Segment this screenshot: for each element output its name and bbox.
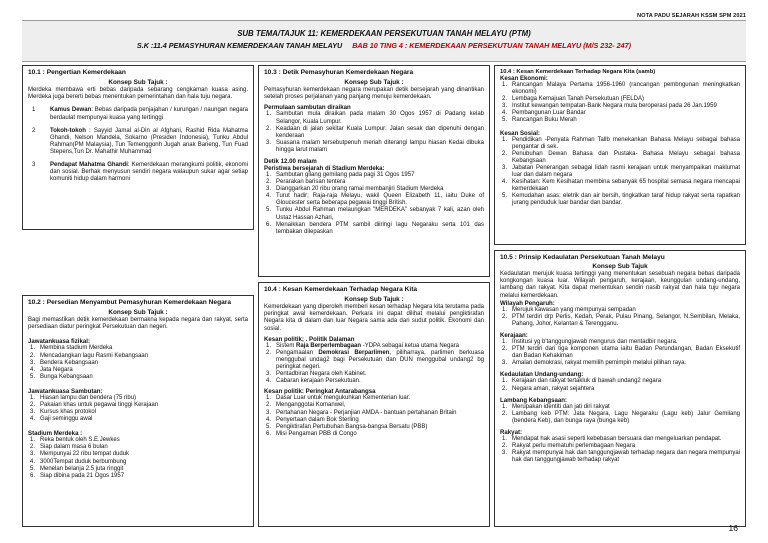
item-text: Bendera Kebangsaan [40,359,99,366]
item-number: 1. [30,394,36,401]
item-number: 2. [266,125,272,132]
item-text: Perarakan barisan tentera [276,179,346,186]
item-number: 3 [32,161,36,168]
item-text: Rancangan Malaya Pertama 1956-1960 (rancangan pembngunan meningkatkan ekonomi) [512,82,740,96]
list-item [264,378,484,385]
list-item [28,451,248,458]
item-number: 1. [30,345,36,352]
item-number: 4. [30,366,36,373]
group-list [500,404,740,425]
title-line2b: BAB 10 TING 4 : KEMERDEKAAN PERSEKUTUAN TANAH MELAYU (M/S 232- 247) [352,41,632,50]
item-number: 5. [30,465,36,472]
box-10-5 [494,250,746,527]
item-number: 2 [32,127,36,134]
list-item [264,140,484,154]
item-number: 2. [502,346,508,353]
list-item [500,386,740,393]
item-term: Demokrasi Berparlimen [318,349,390,356]
box-10-2 [22,295,254,527]
item-number: 1. [502,403,508,410]
item-number: 3. [30,451,36,458]
item-text: Pakaian khas untuk pegawai tinggi Kerajaan [40,401,159,408]
item-number: 3. [30,409,36,416]
item-number: 3. [502,164,508,171]
item-term: Kamus Dewan [50,107,92,114]
item-number: 5. [502,117,508,124]
list-item [28,107,248,121]
item-text: PTM terdiri drp Perlis, Kedah, Perak, Pulau Pinang, Selangor, N.Sembilan, Melaka, Pahang, Johor, Kelantan & Terengganu. [512,313,740,327]
item-text: Penyertaan dalam Bok Sterling [276,416,359,423]
item-text: Amalan demokrasi, rakyat memilih pemimpin melalui pilihan raya. [512,360,687,367]
item-text: Keadaan di jalan sekitar Kuala Lumpur: Jalan sesak dan dipenuhi dengan kenderaan [276,125,484,139]
item-number: 5. [266,423,272,430]
list-item [500,179,740,193]
box-intro: Bagi memastikan detik kemerdekaan bermakna kepada negara dan rakyat, serta persediaan diatur peringkat Persekutuan dan negeri. [28,317,248,331]
item-term: Tokoh-tokoh [50,127,86,134]
box-intro: Kemerdekaan yang diperoleh memberi kesan terhadap Negara kita terutama pada peringkat awal kemerdekaan. Perkara ini dapat dilihat melalui pengiktirafan Negara kita di dalam dan luar Negara sama ada dari sudut politik. Ekonomi dan sosial. [264,304,484,332]
box-subtitle: Konsep Sub Tajuk : [344,296,404,303]
item-number: 3. [502,450,508,457]
item-number: 1. [502,82,508,88]
list-item [28,437,248,444]
page-number: 16 [728,523,738,533]
item-text: Cabaran kerajaan Persekutuan. [276,378,361,385]
box-subtitle: Konsep Sub Tajuk : [108,79,168,86]
item-number: 2. [30,352,36,359]
item-number: 1. [30,437,36,444]
item-text: Institusi yg b'tanggungjawab mengurus dan mentadbir negara. [512,339,678,346]
list-item [28,360,248,367]
group-title: Kesan politik: Peringkat Antarabangsa [264,388,376,396]
item-text: Mencadangkan lagu Rasmi Kebangsaan [40,352,149,359]
group-title: Kedaulatan Undang-undang: [500,371,584,379]
group-list [28,345,248,380]
item-number: 5. [266,207,272,214]
item-text: Suasana malam tersebutpenuh meriah diterangi lampu hiasan Kedai dibuka hingga larut malam [276,139,484,153]
group-list [500,436,740,464]
list-item [28,128,248,156]
list-item [264,350,484,371]
item-number: 3. [266,409,272,416]
list-item [264,193,484,207]
item-number: 3. [502,360,508,367]
list-item [264,186,484,193]
item-text: Jata Negara [40,366,73,373]
item-text: Jabatan Penerangan sebagai lidah rasmi kerajaan untuk menyampaikan maklumat luar dan dalam negara [512,164,740,179]
list-item [500,443,740,450]
item-number: 1. [266,342,272,349]
item-number: 3. [30,359,36,366]
item-text: : Kemerdekaan merangkumi politik, ekonomi dan sosial. Berhak menyusun sendiri negara walaupun sukar agar setiap komuniti hidup dalam harmoni [50,161,249,183]
item-text: Rakyat mempunyai hak dan tanggungjawab terhadap negara dan negara mempunyai hak dan tanggungjawab terhadap rakyat [512,450,740,464]
item-text: Pengiktirafan Pertubuhan Bangsa-bangsa Bersatu (PBB) [276,423,428,430]
item-number: 1. [266,171,272,178]
list-item [264,402,484,409]
item-number: 1. [502,306,508,313]
list-item [264,431,484,438]
item-number: 2. [502,385,508,392]
box-10-4 [258,282,490,527]
item-number: 1. [502,136,508,143]
item-number: 1 [32,107,36,114]
list-item [500,411,740,425]
box-intro: Kedaulatan merujuk kuasa tertinggi yang menentukan sesebuah negara bebas daripada kongkongan kuasa luar. Wilayah pengaruh, kerajaan, keunggulan undang-undang, lambang dan rakyat. Kita dapat menentukan sendiri nasib rakyat dan hala tuju negara melalui kemerdekaan. [500,271,740,299]
item-text: Hiasan lampu dan bendera (75 ribu) [40,394,137,401]
item-text: Lambang keb PTM: Jata Negara, Lagu Negaraku (Lagu keb) Jalur Gemilang (bendera Keb), dan bunga raya (bunga keb) [512,410,740,424]
item-text: Sistem [276,342,297,349]
item-text: : Bebas daripada penjajahan / kurungan / naungan negara berdaulat mempunyai kuasa yang tertinggi [50,107,249,121]
group-title: Kesan politik; . Politik Dalaman [264,335,355,343]
box-heading: 10.4 : Kesan Kemerdekaan Terhadap Negara Kita (samb) [500,69,656,75]
list-item [500,137,740,151]
item-number: 4. [30,458,36,465]
list-item [500,151,740,165]
group-title: Detik 12.00 malam [264,157,317,165]
list-item [28,374,248,381]
group-title: Jawatankuasa Sambutan: [28,387,103,395]
group-title: Jawatankuasa fizikal: [28,338,90,346]
item-number: 6. [266,221,272,228]
item-text: Misi Pengaman PBB di Congo [276,430,357,437]
item-text: : Sayyid Jamal al-Din al Afghani, Rashid Rida Mahatma Ghandi, Nelson Mandela, Sokarno (Presiden Indonesia), Tunku Abdul Rahman(PM Malaysia), Tun Temenggonh Jugah anak Barieng, Tun Fuad Stepens,Tun Dr. Mahathir Muhammad [50,127,248,155]
list-item [28,444,248,451]
list-item [264,371,484,378]
item-text: Menelan belanja 2.5 juta ringgit [40,465,124,472]
box-10-3 [258,65,490,277]
item-number: 1. [266,395,272,402]
item-text: PTM terdiri dari tiga komponen utama iaitu Badan Perundangan, Badan Eksekutif dan Badan Kehakiman [512,346,740,360]
box-intro: Pemasyhuran kemerdekaan negara merupakan detik bersejarah yang dinantikan setelah proses perjalanan yang panjang menuju kemerdekaan. [264,87,484,101]
item-text: Sambutan mula diraikan pada malam 30 Ogos 1957 di Padang kelab Selangor, Kuala Lumpur. [276,111,484,125]
list-item [500,436,740,443]
list-item [500,82,740,96]
item-number: 3. [502,103,508,110]
item-text: Penubuhan Dewan Bahasa dan Pustaka- Bahasa Melayu sebagai bahasa Kebangsaan [512,150,740,164]
list-item [28,353,248,360]
group-title: Kesan Ekonomi: [500,75,548,82]
item-text: Pembangunan Luar Bandar [512,110,586,117]
item-text: Sambutan gilang gemilang pada pagi 31 Ogos 1957 [276,171,415,178]
title-banner [22,20,746,62]
list-item [264,179,484,186]
item-number: 4. [502,110,508,117]
box-10-1 [22,65,254,230]
item-text: Pengamaalan [276,349,319,356]
group-title: Kesan Sosial: [500,129,540,137]
item-number: 4. [266,378,272,385]
item-text: , piliharraya, parlimen berkuasa menggubal undag2 bagi Persekutuan dan DUN menggubal undang2 bg peringkat negeri. [276,349,484,371]
item-text: Gaji seminggu awal [40,416,93,423]
group-list [500,378,740,392]
list-item [500,307,740,314]
group-list [500,82,740,125]
list-item [500,117,740,124]
item-number: 4. [30,416,36,423]
list-item [500,404,740,411]
list-item [28,409,248,416]
item-number: 2. [30,401,36,408]
list-item [500,193,740,207]
item-text: Menaikkan bendera PTM sambil diiringi lagu Negaraku serta 101 das tembakan dilepaskan [276,221,484,235]
item-number: 5. [502,193,508,200]
list-item [500,110,740,117]
group-title: Rakyat: [500,428,523,436]
group-list [500,137,740,208]
item-text: Dasar Luar untuk mengukuhkan Kementerian luar. [276,395,411,402]
box-groups [28,338,248,479]
list-item [28,345,248,352]
list-item [500,103,740,110]
group-title: Kerajaan: [500,332,528,340]
group-subtitle: Peristiwa bersejarah di Stadium Merdeka: [264,164,385,172]
item-number: 1. [266,111,272,118]
list-item [500,339,740,346]
box-groups [500,300,740,465]
group-list [28,437,248,480]
item-number: 4. [502,179,508,186]
item-text: 3000Tempat duduk berbumbung [40,458,127,465]
item-number: 2. [30,444,36,451]
item-text: Kemudahan asas: eletrik dan air bersih, tingkatkan taraf hidup rakyat serta rapatkan jurang penduduk luar bandar dan bandar. [512,193,740,207]
item-text: Tunku Abdul Rahman melaungkan "MERDEKA" sebanyak 7 kali, azan oleh Ustaz Hassan Azhari, [276,207,484,221]
item-text: Institut kewangan tempatan-Bank Negara mula beroperasi pada 26 Jan.1959 [512,103,717,110]
item-text: Kursus khas protokol [40,409,97,416]
list-item [500,314,740,328]
group-list [264,111,484,154]
item-text: Membina stadium Merdeka [40,345,113,352]
list-item [264,126,484,140]
item-number: 3. [266,186,272,193]
list-item [264,111,484,125]
item-number: 4. [266,416,272,423]
item-number: 4. [266,193,272,200]
list-item [264,207,484,221]
group-title: Wilayah Pengaruh: [500,299,555,307]
title-line2 [22,41,746,50]
box-heading: 10.2 : Persedian Menyambut Pemasyhuran Kemerdekaan Negara [28,299,232,306]
item-text: Kerajaan dan rakyat tertakluk di bawah undang2 negara [512,378,662,385]
group-title: Permulaan sambutan diraikan [264,104,351,112]
item-number: 1. [502,339,508,346]
item-number: 3. [266,371,272,378]
item-text: Turut hadir; Raja-raja Melayu, wakil Queen Elizabeth 11, iaitu Duke of Gloucester serta beberapa pegawai tinggi British. [276,193,484,207]
item-text: Bunga Kebangsaan [40,373,93,380]
item-number: 2. [266,349,272,356]
item-number: 2. [502,313,508,320]
item-text: Siap dibina pada 21 Ogos 1957 [40,472,125,479]
item-text: Rakyat perlu mematuhi perlembagaan Negara [512,443,636,450]
list-item [264,343,484,350]
box-intro: Merdeka membawa erti bebas daripada sebarang cengkaman kuasa asing. Merdeka juga bererti bebas menentukan pemerintahan dan hala tuju negara. [28,87,248,101]
group-title: Stadium Merdeka : [28,430,83,438]
item-text: Siap dalam masa 6 bulan [40,444,108,451]
list-item [500,346,740,360]
box-heading: 10.1 : Pengertian Kemerdekaan [28,69,126,76]
item-term: Raja Berperlembagaan [296,342,362,349]
box-subtitle: Konsep Sub Tajuk : [108,309,168,316]
list-item [28,162,248,183]
list-item [28,416,248,423]
title-line2a: S.K :11.4 PEMASYHURAN KEMERDEKAAN TANAH MELAYU [136,41,343,50]
item-text: Mendapat hak asasi seperti kebebasan bersuara dan mengeluarkan pendapat. [512,435,722,442]
item-text: Rancangan Buku Merah [512,117,577,124]
list-item [264,424,484,431]
title-line1: SUB TEMA/TAJUK 11: KEMERDEKAAN PERSEKUTUAN TANAH MELAYU (PTM) [237,29,531,38]
item-number: 2. [502,96,508,103]
list-item [500,360,740,367]
item-text: Pendidikan -Penyata Rahman Tallb menekankan Bahasa Melayu sebagai bahasa pengantar di sek. [512,136,740,150]
item-number: 5. [30,373,36,380]
group-list [264,395,484,438]
box-heading: 10.5 : Prinsip Kedaulatan Persekutuan Tanah Melayu [500,254,665,261]
item-text: Merupakan identiti dan jati diri rakyat [512,403,610,410]
box-10-4-samb [494,65,746,245]
item-text: Pertahanan Negara - Perjanjian AMDA - bantuan pertahanan Britain [276,409,457,416]
item-number: 1. [502,435,508,442]
box-heading: 10.3 : Detik Pemasyhuran Kemerdekaan Negara [264,69,414,76]
item-text: Mempunyai 22 ribu tempat duduk [40,451,130,458]
list-item [28,473,248,480]
group-list [500,339,740,367]
group-list [264,172,484,236]
item-text: -YDPA sebagai ketua utama Negara [361,342,459,349]
item-text: Lembaga Kemajuan Tanah Persekutuan (FELDA) [512,96,644,103]
item-text: Dianggarkan 20 ribu orang ramai membanjiri Stadium Merdeka [276,186,444,193]
list-item [28,466,248,473]
group-list [500,307,740,328]
list-item [28,367,248,374]
box-subtitle: Konsep Sub Tajuk [592,263,648,270]
list-item [264,417,484,424]
item-number: 3. [266,139,272,146]
list-item [500,96,740,103]
item-text: Negara aman, rakyat sejahtera [512,385,595,392]
item-text: Pentadbiran Negara oleh Kabinet. [276,371,367,378]
list-item [28,402,248,409]
group-title: Lambang Kebangsaan: [500,396,568,404]
item-text: Merujuk kawasan yang mempunyai sempadan [512,306,636,313]
item-number: 1. [502,378,508,385]
item-number: 2. [266,179,272,186]
list-item [264,172,484,179]
list-item [264,410,484,417]
list-item [500,165,740,179]
group-list [264,343,484,386]
list-item [500,450,740,464]
item-text: Kesihatan: Kem Kesihatan membina sebanyak 65 hospital semasa negara mencapai kemerdekaan [512,179,740,193]
item-number: 6. [30,472,36,479]
item-text: Reka bentuk oleh S.E.Jewkes [40,437,120,444]
item-number: 2. [502,410,508,417]
list-item [28,459,248,466]
item-number: 2. [502,150,508,157]
box-subtitle: Konsep Sub Tajuk : [344,79,404,86]
item-number: 6. [266,430,272,437]
list-item [264,395,484,402]
group-list [28,395,248,423]
item-number: 2. [266,402,272,409]
item-term: Pendapat Mahatma Ghandi [50,161,128,168]
item-text: Menganggotai Komanwel, [276,402,346,409]
item-number: 2. [502,443,508,450]
list-item [264,222,484,236]
box-heading: 10.4 : Kesan Kemerdekaan Terhadap Negara Kita [264,286,418,293]
box-list [28,107,248,183]
list-item [500,378,740,385]
header-right: NOTA PADU SEJARAH KSSM SPM 2021 [637,13,746,19]
list-item [28,395,248,402]
